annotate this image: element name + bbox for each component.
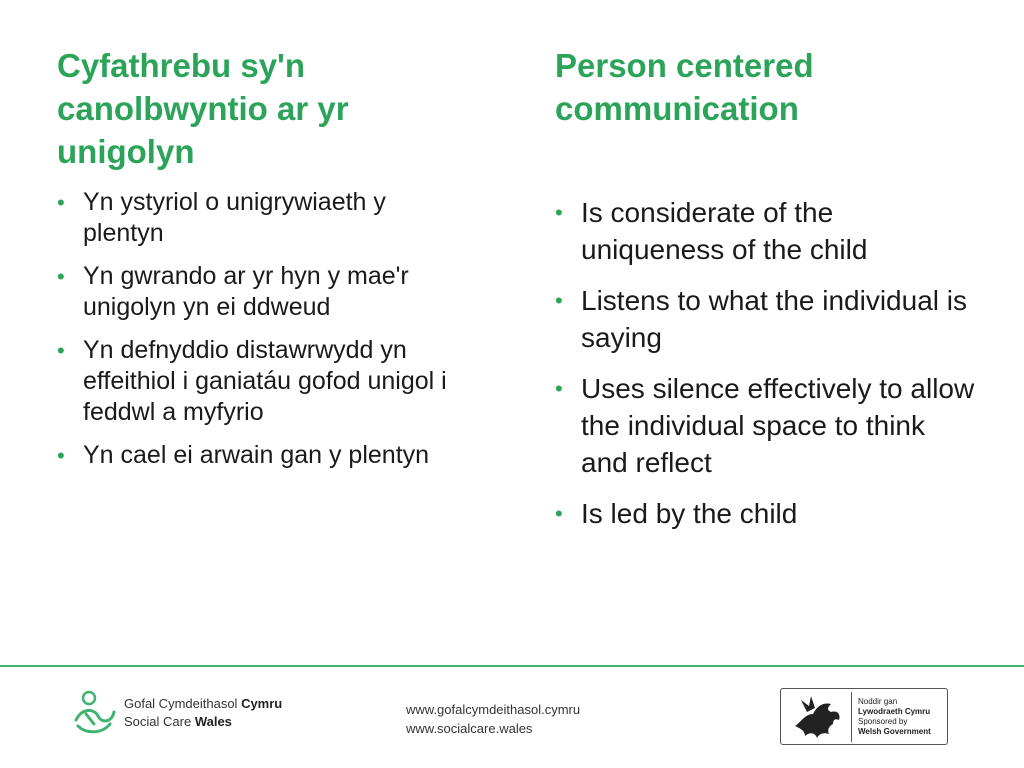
bullet-text: Is considerate of the uniqueness of the child: [581, 197, 868, 265]
bullet-dot-icon: •: [555, 376, 563, 401]
org-name-english: [124, 713, 282, 731]
bullet-text: Yn defnyddio distawrwydd yn effeithiol i ganiatáu gofod unigol i feddwl a myfyrio: [83, 336, 447, 426]
bullet-dot-icon: •: [57, 443, 65, 468]
bullet-text: Yn cael ei arwain gan y plentyn: [83, 441, 430, 469]
gov-line-english-label: Sponsored by: [858, 716, 908, 726]
welsh-government-logo: [780, 688, 948, 745]
welsh-column: [57, 44, 457, 483]
social-care-wales-logo-icon: [72, 690, 118, 736]
list-item: [57, 335, 457, 428]
list-item: [555, 495, 975, 532]
list-item: [555, 282, 975, 356]
bullet-dot-icon: •: [57, 190, 65, 215]
bullet-text: Uses silence effectively to allow the individual space to think and reflect: [581, 373, 975, 478]
org-name-welsh: [124, 695, 282, 713]
bullet-text: Yn gwrando ar yr hyn y mae'r unigolyn yn ei ddweud: [83, 262, 409, 321]
list-item: [555, 370, 975, 481]
bullet-dot-icon: •: [555, 501, 563, 526]
list-item: [555, 194, 975, 268]
english-column: [555, 44, 975, 546]
gov-line-english-name: Welsh Government: [858, 726, 931, 736]
bullet-dot-icon: •: [555, 288, 563, 313]
welsh-heading-line: unigolyn: [57, 133, 195, 170]
welsh-dragon-icon: [787, 692, 852, 742]
org-name: [124, 695, 282, 731]
org-name-english-prefix: Social Care: [124, 714, 195, 729]
gov-line-welsh-label: Noddir gan: [858, 696, 898, 706]
url-welsh-link[interactable]: www.gofalcymdeithasol.cymru: [406, 702, 581, 717]
list-item: [57, 440, 457, 471]
english-heading-line: communication: [555, 90, 799, 127]
english-bullet-list: [555, 194, 975, 532]
welsh-heading-line: Cyfathrebu sy'n: [57, 47, 306, 84]
org-name-english-bold: Wales: [194, 714, 232, 729]
welsh-heading-line: canolbwyntio ar yr: [57, 90, 349, 127]
bullet-dot-icon: •: [555, 200, 563, 225]
bullet-text: Yn ystyriol o unigrywiaeth y plentyn: [83, 188, 386, 247]
org-name-welsh-bold: Cymru: [241, 696, 283, 711]
gov-sponsor-text: [852, 697, 931, 737]
list-item: [57, 187, 457, 249]
bullet-text: Is led by the child: [581, 498, 798, 529]
bullet-dot-icon: •: [57, 338, 65, 363]
welsh-bullet-list: [57, 187, 457, 471]
english-heading: [555, 44, 975, 130]
list-item: [57, 261, 457, 323]
welsh-heading: [57, 44, 457, 173]
url-english-link[interactable]: www.socialcare.wales: [406, 721, 533, 736]
org-name-welsh-prefix: Gofal Cymdeithasol: [124, 696, 242, 711]
footer-urls: [406, 700, 580, 738]
footer-divider: [0, 665, 1024, 667]
bullet-dot-icon: •: [57, 264, 65, 289]
gov-line-welsh-name: Lywodraeth Cymru: [858, 706, 931, 716]
english-heading-line: Person centered: [555, 47, 814, 84]
bullet-text: Listens to what the individual is saying: [581, 285, 967, 353]
social-care-wales-logo: [72, 690, 282, 736]
